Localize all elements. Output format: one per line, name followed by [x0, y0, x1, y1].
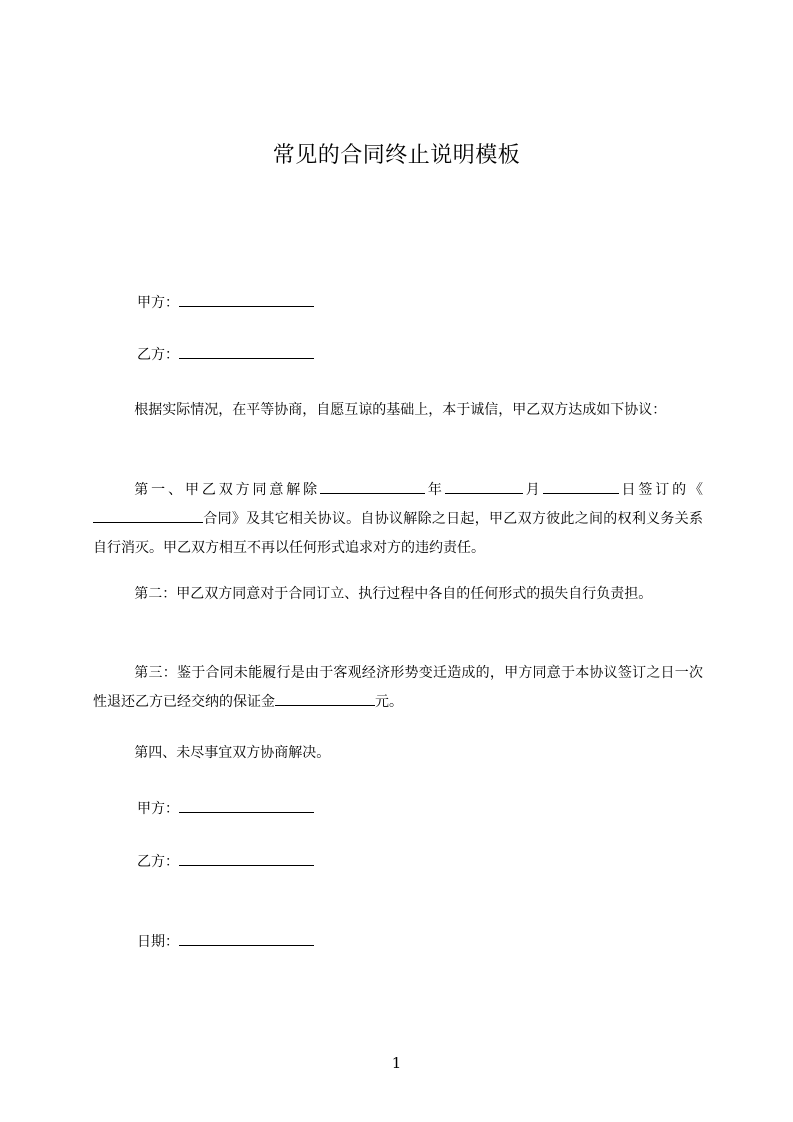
party-b-sign-label: 乙方： — [137, 854, 179, 870]
party-b-sign-line — [137, 851, 314, 872]
party-a-blank — [179, 292, 314, 307]
party-a-label: 甲方： — [137, 295, 179, 311]
date-line — [137, 931, 314, 952]
page-number: 1 — [391, 1054, 402, 1072]
party-b-sign-blank — [179, 851, 314, 866]
clause-3-part1: 第三：鉴于合同未能履行是由于客观经济形势变迁造成的，甲方同意于本协议签订之日一次性退还乙方已经交纳的保证金 — [93, 665, 703, 710]
deposit-amount-blank — [275, 691, 375, 706]
clause-1-year-label: 年 — [425, 482, 445, 498]
intro-paragraph: 根据实际情况，在平等协商，自愿互谅的基础上，本于诚信，甲乙双方达成如下协议： — [134, 402, 667, 418]
date-label: 日期： — [137, 934, 179, 950]
clause-4-paragraph: 第四、未尽事宜双方协商解决。 — [134, 745, 331, 761]
clause-1-year-blank — [320, 479, 425, 494]
party-b-line — [137, 344, 314, 365]
party-a-sign-label: 甲方： — [137, 801, 179, 817]
clause-1-part3: 合同》及其它相关协议。自协议解除之日起，甲乙双方彼此之间的权利义务关系自行消灭。甲乙双方相互不再以任何形式追求对方的违约责任。 — [93, 511, 703, 556]
date-blank — [179, 931, 314, 946]
clause-2-paragraph: 第二：甲乙双方同意对于合同订立、执行过程中各自的任何形式的损失自行负责担。 — [134, 586, 653, 602]
party-a-line — [137, 292, 314, 313]
party-b-blank — [179, 344, 314, 359]
clause-1-day-blank — [543, 479, 619, 494]
party-a-sign-blank — [179, 798, 314, 813]
party-b-label: 乙方： — [137, 347, 179, 363]
clause-1-month-label: 月 — [522, 482, 543, 498]
clause-3-part2: 元。 — [375, 694, 403, 710]
clause-1-part2: 日签订的《 — [618, 482, 704, 498]
clause-1-part1: 第一、甲乙双方同意解除 — [134, 482, 321, 498]
clause-3-paragraph — [93, 659, 703, 717]
clause-1-month-blank — [445, 479, 523, 494]
document-title: 常见的合同终止说明模板 — [272, 143, 521, 168]
clause-1-paragraph — [93, 476, 703, 563]
clause-1-contract-name-blank — [93, 508, 203, 523]
party-a-sign-line — [137, 798, 314, 819]
